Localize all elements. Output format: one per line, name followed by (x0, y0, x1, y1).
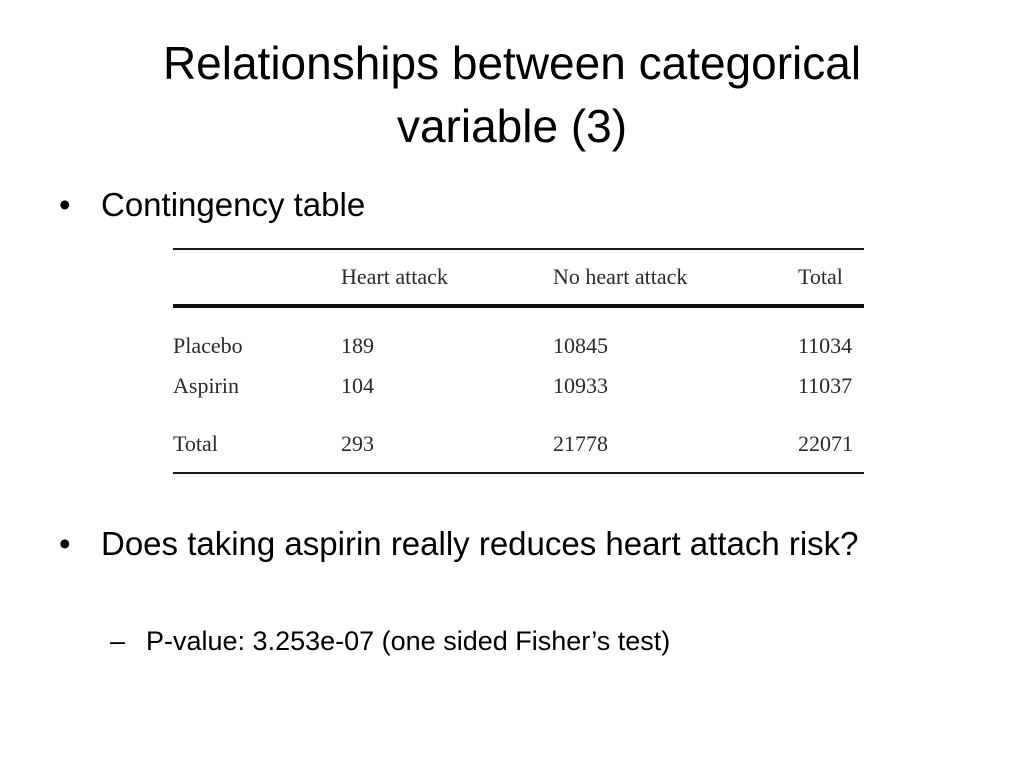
bullet-marker: • (59, 525, 71, 562)
table-cell: 104 (341, 373, 374, 398)
bullet-text: Contingency table (101, 186, 366, 223)
slide-title-line-2: variable (3) (396, 100, 628, 152)
table-cell: 11034 (798, 333, 853, 358)
sub-bullet-p-value (110, 621, 970, 661)
bullet-contingency-table (59, 183, 959, 227)
table-cell: 10933 (553, 373, 608, 398)
table-bottom-rule (173, 472, 864, 474)
table-cell: 10845 (553, 333, 608, 358)
contingency-table (173, 248, 864, 474)
table-cell: 189 (341, 333, 374, 358)
table-cell: 22071 (798, 431, 853, 456)
table-row-label: Placebo (173, 333, 243, 358)
bullet-marker: • (59, 186, 71, 223)
table-header-cell: No heart attack (553, 264, 688, 289)
bullet-text: Does taking aspirin really reduces heart attach risk? (101, 525, 859, 562)
sub-bullet-text: P-value: 3.253e-07 (one sided Fisher’s test) (146, 626, 671, 656)
table-row (173, 326, 864, 366)
table-cell: 293 (341, 431, 374, 456)
sub-bullet-marker: – (110, 626, 126, 656)
table-row-label: Total (173, 431, 218, 456)
table-total-row (173, 424, 864, 464)
table-cell: 11037 (798, 373, 853, 398)
table-header-cell: Heart attack (341, 264, 448, 289)
table-cell: 21778 (553, 431, 608, 456)
table-row-label: Aspirin (173, 373, 239, 398)
slide-title (60, 32, 964, 158)
table-header-cell: Total (798, 264, 843, 289)
table-row (173, 366, 864, 406)
bullet-aspirin-question (59, 522, 939, 566)
slide-title-line-1: Relationships between categorical (162, 37, 862, 89)
table-header-row (173, 250, 864, 304)
